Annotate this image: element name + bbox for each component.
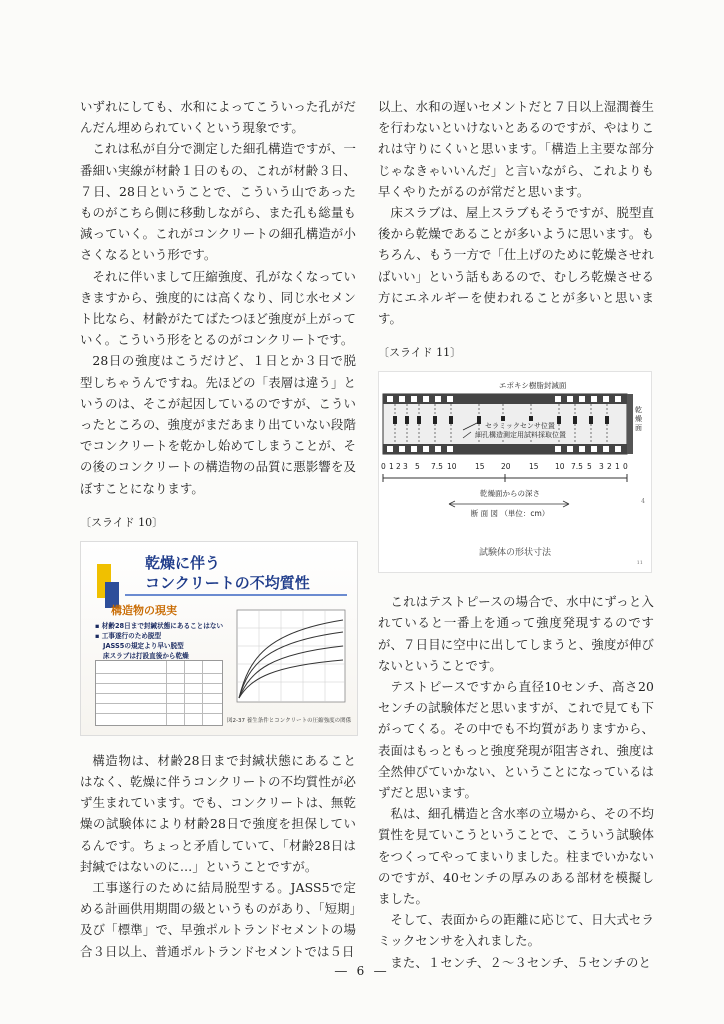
slide11-section-label: 断 面 図 （単位：cm） xyxy=(470,509,550,519)
scale-tick-label: 7.5 xyxy=(571,462,583,472)
paragraph: テストピースですから直径10センチ、高さ20センチの試験体だと思いますが、これで見ても下がってくる。その中でも不均質がありますから、表面はもっともっと強度発現が阻害され、強度は全然伸びていかない、ということになっているはずだと思います。 xyxy=(378,679,654,801)
scale-tick-label: 10 xyxy=(555,462,565,472)
slide10-strength-graph xyxy=(227,608,349,714)
slide10-bullet: ▪ 工事遂行のため脱型 xyxy=(95,631,162,640)
paragraph: これはテストピースの場合で、水中にずっと入れていると一番上を通って強度発現するのですが、７日目に空中に出してしまうと、強度が伸びないということです。 xyxy=(378,594,654,673)
slide11-figure xyxy=(378,371,652,573)
slide11-scale-ticks xyxy=(379,462,631,474)
slide10-figure-caption: 図2-37 養生条件とコンクリートの圧縮強度の関係 xyxy=(227,717,352,724)
slide11-sensor-label: セラミックセンサ位置 xyxy=(485,422,555,431)
scale-tick-label: 10 xyxy=(447,462,457,472)
slide10-bullet: 床スラブは打設直後から乾燥 xyxy=(103,651,189,660)
scale-tick-label: 5 xyxy=(587,462,592,472)
slide10-bullet: ▪ 材齢28日まで封緘状態にあることはない xyxy=(95,621,224,630)
slide10-subtitle: 構造物の現実 xyxy=(111,603,177,617)
slide10-title-line2: コンクリートの不均質性 xyxy=(145,573,310,592)
paragraph: それに伴いまして圧縮強度、孔がなくなっていきますから、強度的には高くなり、同じ水セメント比なら、材齢がたてばたつほど強度が上がっていく。こういう形をとるのがコンクリートです。 xyxy=(80,268,356,348)
scale-tick-label: 20 xyxy=(501,462,511,472)
scale-tick-label: 2 xyxy=(607,462,612,472)
slide10-figure xyxy=(80,541,358,736)
paragraph: 以上、水和の遅いセメントだと７日以上湿潤養生を行わないといけないとあるのですが、やはりこれは守りにくいと思います。「構造上主要な部分じゃなきゃいいんだ」と言いながら、これよりも早くやりたがるのが常だと思います。 xyxy=(378,99,654,199)
paragraph: また、１センチ、２～３センチ、５センチのと xyxy=(390,954,651,970)
left-column xyxy=(80,96,356,962)
paragraph: 私は、細孔構造と含水率の立場から、その不均質性を見ていこうということで、こういう試験体をつくってやってまいりました。柱までいかないのですが、40センチの厚みのある部材を模擬しました。 xyxy=(378,806,654,907)
scale-tick-label: 1 xyxy=(389,462,394,472)
slide10-bullet: JASS5の規定より早い脱型 xyxy=(103,641,184,650)
slide10-title-line1: 乾燥に伴う xyxy=(145,553,221,572)
paragraph: 工事遂行のために結局脱型する。JASS5で定める計画供用期間の級というものがあり、「短期」及び「標準」で、早強ポルトランドセメントの場合３日以上、普通ポルトランドセメントでは５日 xyxy=(80,880,356,959)
slide11-depth-label: 乾燥面からの深さ xyxy=(480,489,540,499)
scale-tick-label: 1 xyxy=(615,462,620,472)
scale-tick-label: 15 xyxy=(529,462,539,472)
slide11-side-label: 乾燥面 xyxy=(635,406,642,433)
slide10-divider xyxy=(125,594,347,596)
paragraph: 28日の強度はこうだけど、１日とか３日で脱型しちゃうんですね。先ほどの「表層は違う」というのは、そこが起因しているのですが、こういったところの、強度がまだあまり出ていない段階でコンクリートを乾かし始めてしまうことが、その後のコンクリートの構造物の品質に悪影響を及ぼすことになります。 xyxy=(80,353,356,496)
slide11-side-mark: 4 xyxy=(641,498,645,506)
right-column xyxy=(378,96,654,973)
paragraph: そして、表面からの距離に応じて、日大式セラミックセンサを入れました。 xyxy=(378,912,654,949)
scale-tick-label: 7.5 xyxy=(431,462,443,472)
slide11-label: 〔スライド 11〕 xyxy=(378,346,462,360)
slide11-caption: 試験体の形状寸法 xyxy=(478,548,551,559)
slide11-page-mark: 11 xyxy=(636,560,643,567)
slide10-table xyxy=(95,660,223,726)
scale-tick-label: 3 xyxy=(403,462,408,472)
slide10-label: 〔スライド 10〕 xyxy=(80,515,164,529)
paragraph: これは私が自分で測定した細孔構造ですが、一番細い実線が材齢１日のもの、これが材齢３日、７日、28日ということで、こういう山であったものがこちら側に移動しながら、また孔も総量も減っていく。これがコンクリートの細孔構造が小さくなるという形です。 xyxy=(80,141,356,263)
slide11-sample-label: 細孔構造測定用試料採取位置 xyxy=(475,431,566,440)
page-number: ― 6 ― xyxy=(334,964,390,978)
scale-tick-label: 0 xyxy=(623,462,628,472)
scale-tick-label: 5 xyxy=(415,462,420,472)
slide11-top-label: エポキシ樹脂封減面 xyxy=(499,381,567,391)
paragraph: いずれにしても、水和によってこういった孔がだんだん埋められていくという現象です。 xyxy=(80,99,356,136)
paragraph: 構造物は、材齢28日まで封緘状態にあることはなく、乾燥に伴うコンクリートの不均質性が必ず生まれています。でも、コンクリートは、無乾燥の試験体により材齢28日で強度を担保しているんです。ちょっと矛盾していて、「材齢28日は封緘ではないのに…」ということですが。 xyxy=(80,752,356,874)
scale-tick-label: 15 xyxy=(475,462,485,472)
paragraph: 床スラブは、屋上スラブもそうですが、脱型直後から乾燥であることが多いように思います。もちろん、もう一方で「仕上げのために乾燥させればいい」という話もあるので、むしろ乾燥させる方にエネルギーを使われることが多いと思います。 xyxy=(378,205,654,327)
scale-tick-label: 3 xyxy=(599,462,604,472)
scale-tick-label: 0 xyxy=(381,462,386,472)
scale-tick-label: 2 xyxy=(396,462,401,472)
